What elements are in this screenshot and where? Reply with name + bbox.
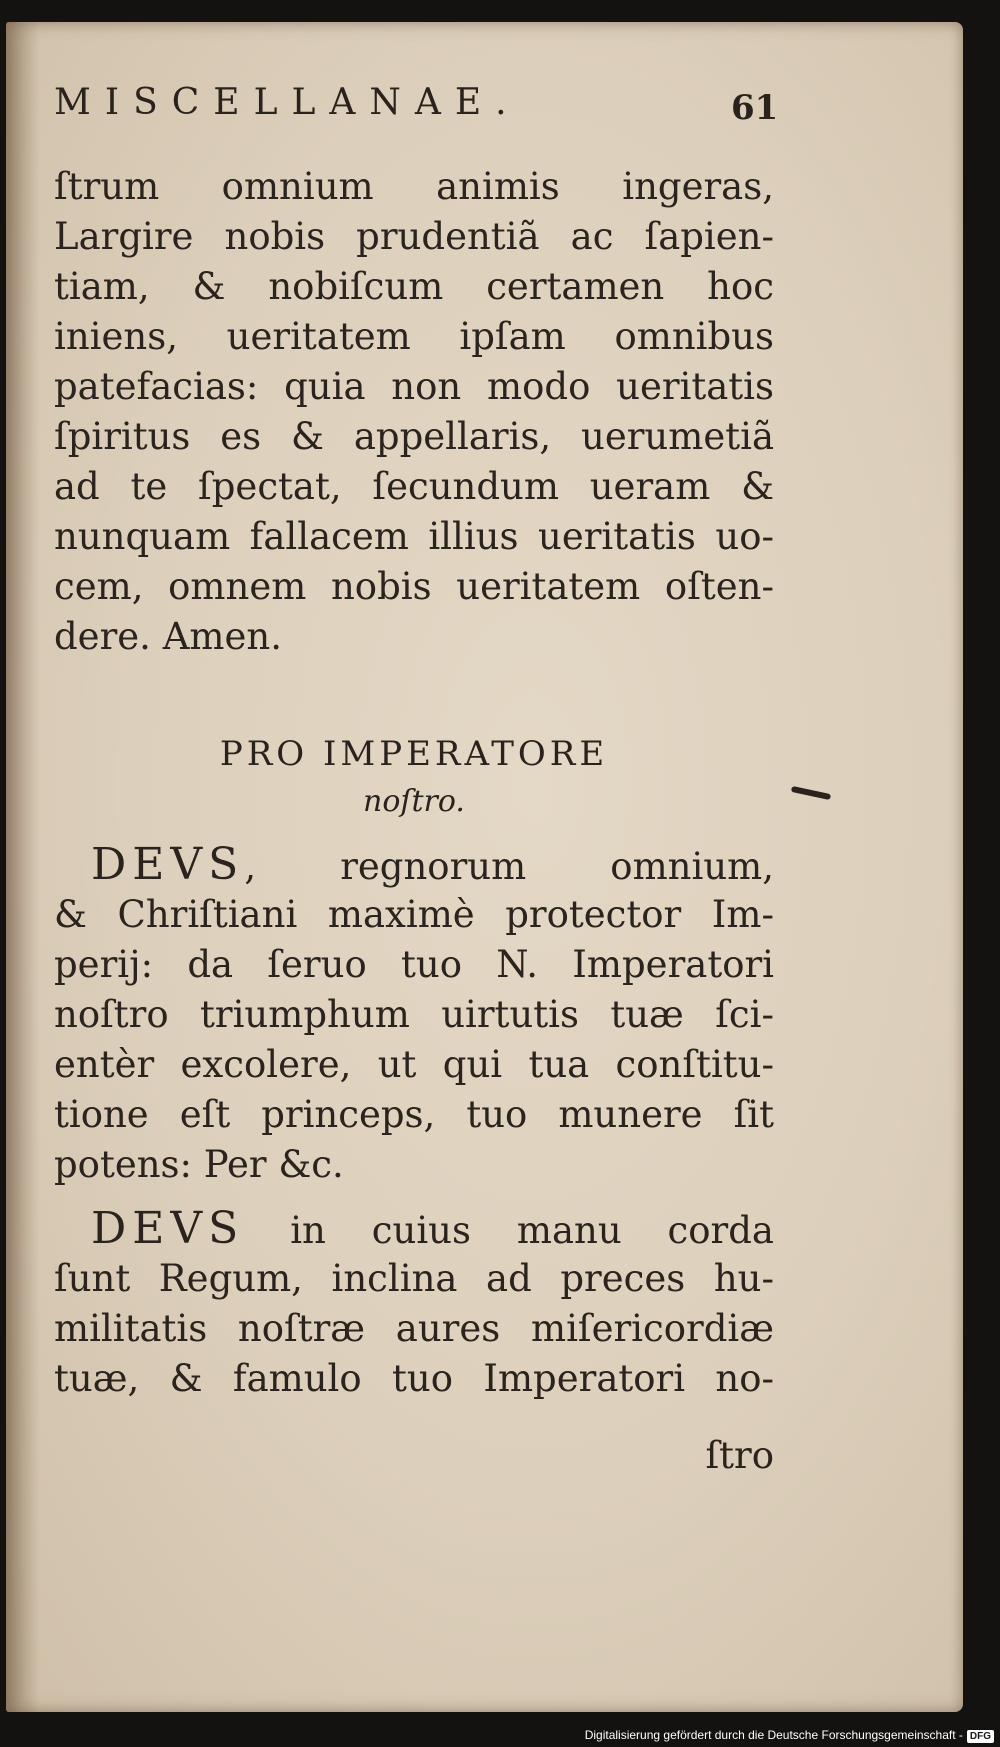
text-line: & Chriſtiani maximè protector Im- — [54, 893, 774, 936]
paragraph-2 — [54, 840, 774, 1190]
text-line: cem, omnem nobis ueritatem oſten- — [54, 565, 774, 608]
text-line-first — [54, 1204, 774, 1254]
section-subheading: noſtro. — [363, 784, 465, 819]
first-line-rest: , regnorum omnium, — [244, 845, 774, 888]
text-line: perij: da ſeruo tuo N. Imperatori — [54, 943, 774, 986]
text-line: tiam, & nobiſcum certamen hoc — [54, 265, 774, 308]
initial-word: DEVS — [91, 839, 245, 890]
text-line: ad te ſpectat, ſecundum ueram & — [54, 465, 774, 508]
page-gutter-shadow — [6, 22, 40, 1712]
text-line: potens: Per &c. — [54, 1143, 344, 1186]
text-line: dere. Amen. — [54, 615, 282, 658]
section-heading: PRO IMPERATORE — [219, 734, 609, 774]
text-line: ſpiritus es & appellaris, uerumetiã — [54, 415, 774, 458]
initial-word: DEVS — [91, 1203, 245, 1254]
text-line: militatis noſtræ aures miſericordiæ — [54, 1307, 774, 1350]
ink-mark — [791, 786, 831, 800]
text-line: ſunt Regum, inclina ad preces hu- — [54, 1257, 774, 1300]
running-head: MISCELLANAE. — [54, 82, 521, 123]
text-line: nunquam fallacem illius ueritatis uo- — [54, 515, 774, 558]
text-line: tione eſt princeps, tuo munere ſit — [54, 1093, 774, 1136]
credit-text: Digitalisierung gefördert durch die Deutsche Forschungsgemeinschaft - — [584, 1728, 963, 1742]
text-line: ſtrum omnium animis ingeras, — [54, 165, 774, 208]
digitization-credit — [585, 1728, 994, 1743]
text-line: noſtro triumphum uirtutis tuæ ſci- — [54, 993, 774, 1036]
text-line-first — [54, 840, 774, 890]
paragraph-3 — [54, 1204, 774, 1404]
text-line: tuæ, & famulo tuo Imperatori no- — [54, 1357, 774, 1400]
dfg-logo-icon: DFG — [967, 1730, 994, 1743]
paragraph-1 — [54, 162, 774, 662]
page-number: 61 — [731, 88, 779, 128]
text-line: patefacias: quia non modo ueritatis — [54, 365, 774, 408]
book-page — [6, 22, 963, 1712]
text-line: entèr excolere, ut qui tua conſtitu- — [54, 1043, 774, 1086]
first-line-rest: in cuius manu corda — [244, 1209, 774, 1252]
text-line: iniens, ueritatem ipſam omnibus — [54, 315, 774, 358]
catchword: ſtro — [705, 1434, 774, 1477]
text-line: Largire nobis prudentiã ac ſapien- — [54, 215, 774, 258]
